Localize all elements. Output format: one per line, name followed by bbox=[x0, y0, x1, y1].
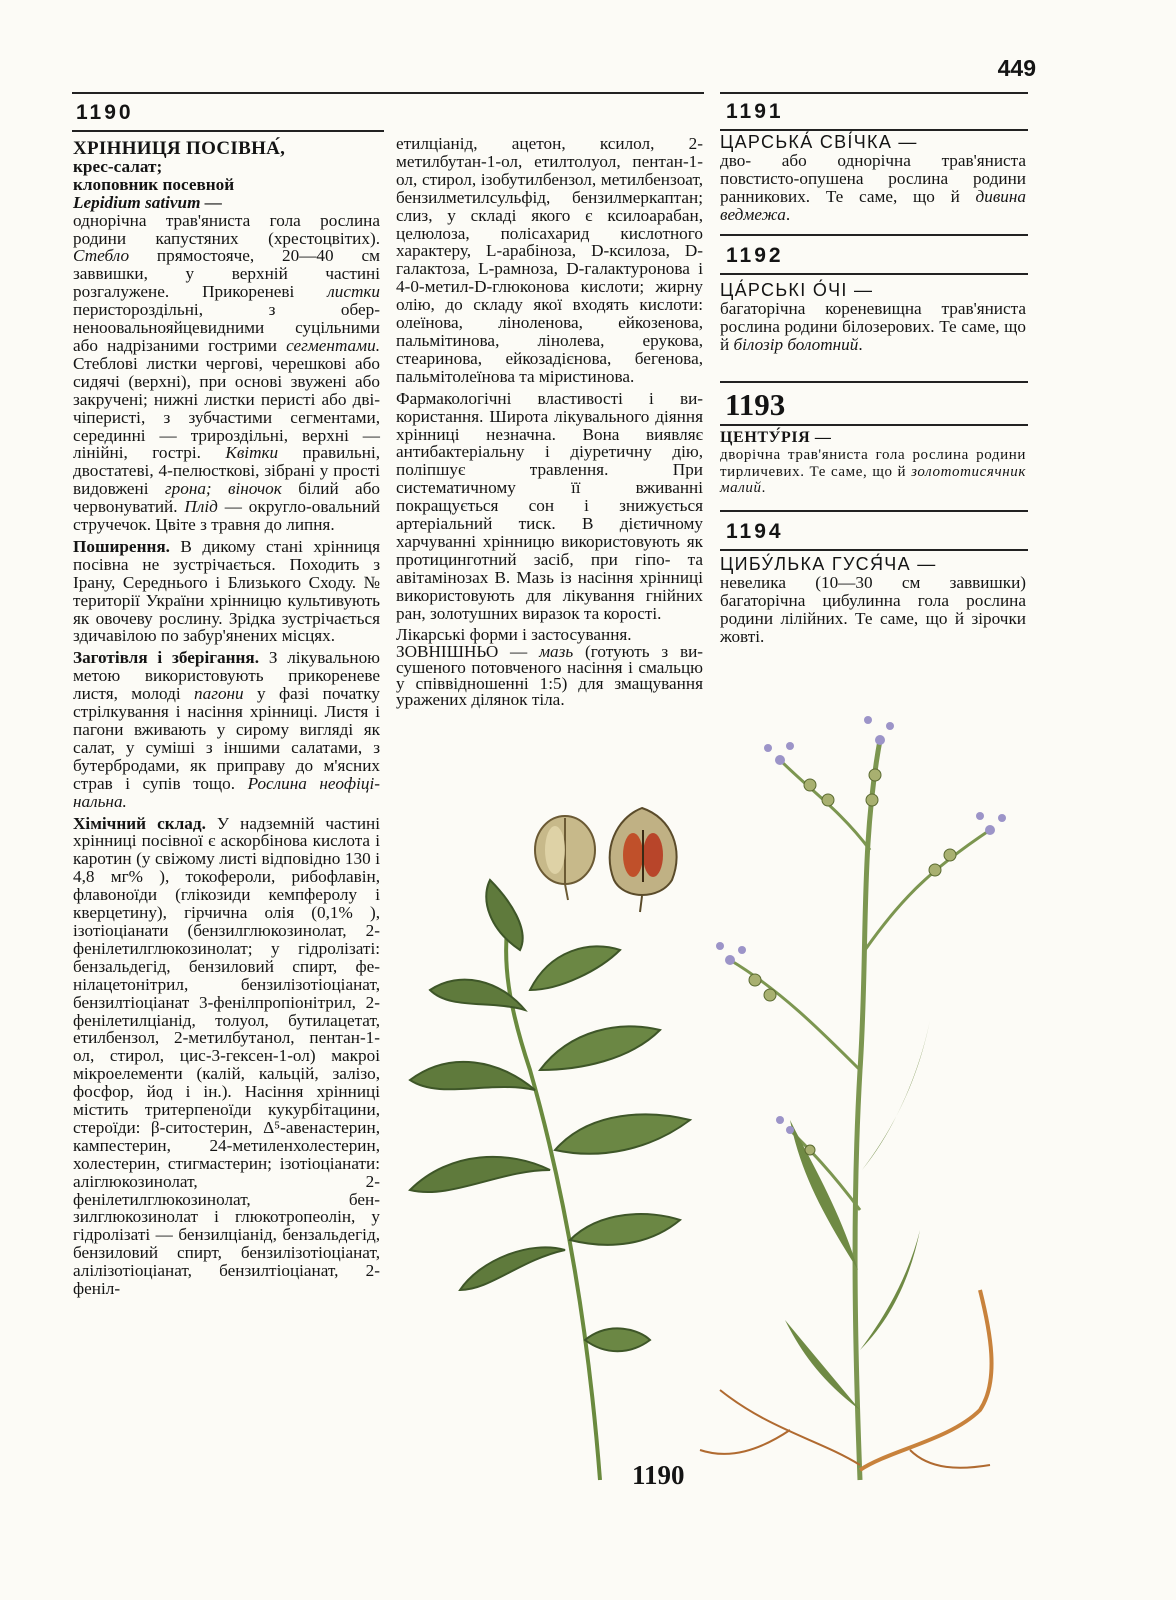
external-use: ЗОВНІШНЬО — мазь (готують з висушеного потовченого насіння і смальцю у співвідношенні 1:5) для змащування уражених ділянок тіла. bbox=[396, 642, 704, 710]
seed-pod-whole bbox=[535, 816, 595, 900]
chemistry-continued: етилціанід, ацетон, ксилол, 2-метилбутан-1-ол, етилтолуол, пентан-1-ол, стирол, ізобутилбензол, метилбензоат, бензилметилсульфід, бензилмеркаптан; слиз, у складі якого є ксилоарабан, целюлоза, полісахарид кислотного характеру, L-арабіноза, D-ксилоза, D-галактоза, L-рамноза, D-галактуронова і 4-0-метил-D-глюконова кислоти; жирну олію, до складу якої входять кислоти: олеїнова, ліноленова, ейкозенова, пальмітинова, лінолева, ерукова, стеаринова, ейкозадієнова, бегенова, пальмітолеїнова та міристинова. bbox=[396, 134, 703, 386]
entry-1194-title: ЦИБУ́ЛЬКА ГУСЯ́ЧА — bbox=[720, 554, 937, 574]
leafy-branch bbox=[410, 880, 690, 1480]
entry-1191-title: ЦАРСЬКА́ СВІ́ЧКА — bbox=[720, 132, 918, 152]
entry-1191-underline bbox=[720, 129, 1028, 131]
chemistry-section: Хімічний склад. У надземній частині хрінниці посівної є аскорбінова кислота і каротин (у свіжому листі відповідно 130 і 4,8 мг% ), токофероли, рибофлавін, флавоноїди (глікозиди кемпферолу і кверцетину), гірчична олія (0,1% ), ізотіоціанати (бензилглюкозинолат, 2-фенілетилглюкозинолат; у гідролізаті: бензальдегід, бензиловий спирт, фенілацетонітрил, бензилізотіоціанат, бензилтіоціанат 3-фенілпропіонітрил, 2-фенілетилціанід, толуол, бутилацетат, етилбензол, 2-метилбутанол, пентан-1-ол, стирол, цис-3-гексен-1-ол) макроі мікроелементи (калій, кальцій, залізо, фосфор, йод і ін.). Насіння хрінниці містить тритерпеноїди кукурбітацини, стероїди: β-ситостерин, Δ⁵-авенастерин, кампестерин, 24-метиленхолестерин, холестерин, стигмастерин; ізотіоціанати: аліглюкозинолат, 2-фенілетилглюкозинолат, бензилглюкозинолат і глюкотропеолін, у гідролізаті — бензилціанід, бензальдегід, бензиловий спирт, бензилізотіоціанат, алілізотіоціанат, бензилтіоціанат, 2-феніл- bbox=[73, 813, 380, 1299]
entry-1190-underline bbox=[72, 130, 384, 132]
synonym-2: клоповник посевной bbox=[73, 174, 235, 194]
top-rule-left bbox=[72, 92, 704, 94]
synonym-1: крес-салат; bbox=[73, 156, 163, 176]
pharmacology-section: Фармакологічні властивості і використання. Широта лікувального діяння хрінниці незначна. Вона виявляє антибактеріальну і діуретичну дію, поліпшує травлення. При систематичному її вживанні покращується сон і знижується артеріальний тиск. В дієтичному харчуванні хрінницю використовують як протицинготний засіб, при гіпо- та авітамінозах В. Мазь із насіння хрінниці використовують для лікування гнійних ран, золотушних виразок та корості. bbox=[396, 388, 703, 623]
latin-name: Lepidium sativum — bbox=[73, 192, 222, 212]
entry-1192-top-rule bbox=[720, 234, 1028, 236]
entry-title: ХРІННИЦЯ ПОСІВНА́, bbox=[73, 138, 286, 159]
harvest-section: Заготівля і зберігання. З лікувальною метою використовують прикореневе листя, молоді пагони у фазі початку стрілкування і насіння хрінниці. Листя і пагони вживають у сирому вигляді як салат, у суміші з іншими салатами, з бутербродами, як приправу до м'ясних страв і супів тощо. Рослина неофіцінальна. bbox=[73, 648, 381, 811]
description: однорічна трав'яниста гола рослина родини капустяних (хрестоцвітих). Стебло прямостояче, 20—40 см заввишки, у верхній частині розгалужене. Прикореневі листки перистороздільні, з оберненоовальнояйцевидними суцільними або надрізаними гострими сегментами. Стеблові листки чергові, черешкові або сидячі (верхні), при основі звужені або закручені; нижні листки перисті або двічіперисті, з зубчастими сегментами, серединні — трироздільні, верхні — лінійні, гострі. Квітки правильні, двостатеві, 4-пелюсткові, зібрані у прості видовжені грона; віночок білий або червонуватий. Плід — округло-овальний стручечок. Цвіте з травня до липня. bbox=[73, 210, 381, 535]
entry-1192: ЦА́РСЬКІ О́ЧІ — багаторічна кореневищна трав'яниста рослина родини білозерових. Те саме, що й білозір болотний. bbox=[720, 280, 1026, 354]
figure-caption: 1190 bbox=[632, 1460, 685, 1490]
entry-1191: ЦАРСЬКА́ СВІ́ЧКА — дво- або однорічна трав'яниста повстисто-опушена рослина родини ранникових. Те саме, що й дивина ведмежа. bbox=[720, 132, 1026, 224]
left-column bbox=[73, 140, 380, 1302]
seed-pod-open bbox=[610, 808, 677, 912]
entry-1193-underline bbox=[720, 424, 1028, 426]
entry-number-1193: 1193 bbox=[725, 387, 786, 422]
entry-number-1191: 1191 bbox=[726, 100, 784, 123]
top-rule-right bbox=[720, 92, 1028, 94]
entry-1194-underline bbox=[720, 549, 1028, 551]
entry-number-1194: 1194 bbox=[726, 520, 784, 543]
entry-1194-top-rule bbox=[720, 510, 1028, 512]
page-number: 449 bbox=[997, 55, 1036, 81]
entry-1194: ЦИБУ́ЛЬКА ГУСЯ́ЧА — невелика (10—30 см заввишки) багаторічна цибулинна гола рослина родини лілійних. Те саме, що й зірочки жовті. bbox=[720, 554, 1026, 646]
entry-1193: ЦЕНТУ́РІЯ — дворічна трав'яниста гола рослина родини тирличевих. Те саме, що й золототисячник малий. bbox=[720, 429, 1026, 497]
distribution-section: Поширення. В дикому стані хрінниця посівна не зустрічається. Походить з Ірану, Середнього і Близького Сходу. № території України хрінницю культивують як овочеву рослину. Зрідка зустрічається здичавілою по забур'янених місцях. bbox=[73, 536, 381, 646]
entry-number-1192: 1192 bbox=[726, 244, 784, 267]
forms-title: Лікарські форми і застосування. bbox=[396, 625, 632, 645]
plant-illustration bbox=[390, 650, 1040, 1490]
entry-1193-title: ЦЕНТУ́РІЯ — bbox=[720, 429, 832, 446]
entry-number-1190: 1190 bbox=[76, 101, 134, 124]
entry-1192-title: ЦА́РСЬКІ О́ЧІ — bbox=[720, 280, 874, 300]
middle-column bbox=[396, 135, 703, 708]
entry-1193-top-rule bbox=[720, 381, 1028, 383]
entry-1192-underline bbox=[720, 273, 1028, 275]
flowering-stem bbox=[700, 716, 1006, 1480]
